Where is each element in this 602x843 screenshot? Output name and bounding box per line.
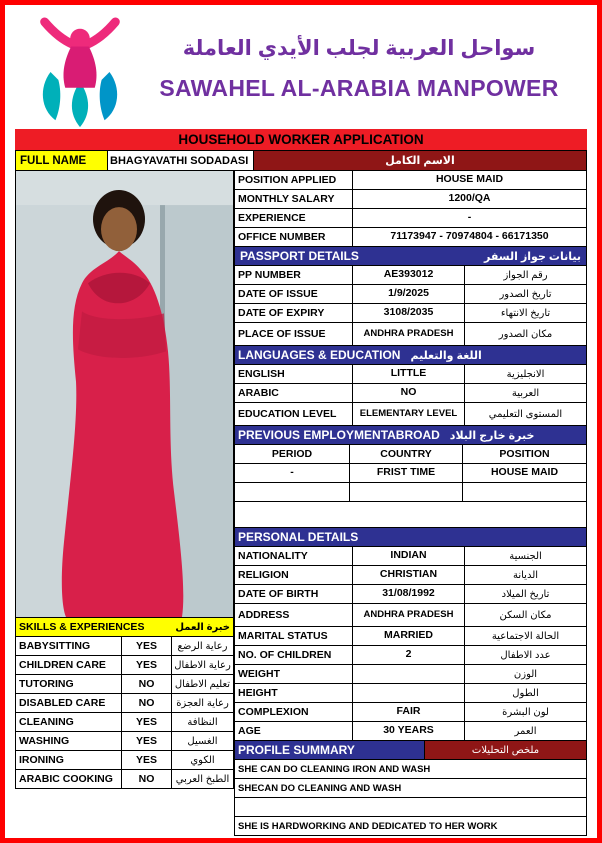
field-value: -: [353, 209, 587, 228]
table-row: [235, 190, 587, 209]
field-label-arabic: مكان الصدور: [465, 323, 587, 346]
main-content: [15, 171, 587, 836]
field-value: FAIR: [353, 703, 465, 722]
skill-value: YES: [122, 751, 172, 770]
skill-value: YES: [122, 713, 172, 732]
company-logo-icon: [21, 15, 139, 123]
table-row: [235, 365, 587, 384]
skill-label: IRONING: [16, 751, 122, 770]
skill-value: YES: [122, 656, 172, 675]
table-row: [235, 483, 587, 502]
field-value: MARRIED: [353, 627, 465, 646]
field-value: AE393012: [353, 266, 465, 285]
empty-spacer-row: [235, 502, 587, 528]
field-label-arabic: الوزن: [465, 665, 587, 684]
field-value: ANDHRA PRADESH: [353, 604, 465, 627]
skill-value: NO: [122, 694, 172, 713]
summary-text: [235, 798, 587, 817]
field-label: EXPERIENCE: [235, 209, 353, 228]
section-title: PREVIOUS EMPLOYMENTABROAD: [238, 428, 440, 442]
table-row: [235, 646, 587, 665]
employment-position: [463, 483, 587, 502]
column-header: POSITION: [463, 445, 587, 464]
field-label: MARITAL STATUS: [235, 627, 353, 646]
table-row: [235, 209, 587, 228]
field-value: ELEMENTARY LEVEL: [353, 403, 465, 426]
field-label-arabic: مكان السكن: [465, 604, 587, 627]
field-label: PLACE OF ISSUE: [235, 323, 353, 346]
skill-label: CLEANING: [16, 713, 122, 732]
field-value: [353, 684, 465, 703]
field-value: CHRISTIAN: [353, 566, 465, 585]
personal-section-header: [235, 528, 587, 547]
skill-value: NO: [122, 770, 172, 789]
field-label: WEIGHT: [235, 665, 353, 684]
left-column: [15, 171, 234, 789]
section-title-arabic: ملخص التحليلات: [425, 741, 587, 760]
employment-section-header: [235, 426, 587, 445]
skill-label-arabic: رعاية العجزة: [172, 694, 234, 713]
field-label: NATIONALITY: [235, 547, 353, 566]
form-title-banner: HOUSEHOLD WORKER APPLICATION: [15, 129, 587, 150]
field-value: 1/9/2025: [353, 285, 465, 304]
section-title: PROFILE SUMMARY: [238, 743, 355, 757]
employment-country: [350, 483, 463, 502]
summary-line: [235, 798, 587, 817]
table-row: [16, 675, 234, 694]
table-row: [235, 285, 587, 304]
field-value: [353, 665, 465, 684]
skill-value: NO: [122, 675, 172, 694]
field-label: NO. OF CHILDREN: [235, 646, 353, 665]
skill-label-arabic: رعاية الرضع: [172, 637, 234, 656]
field-label-arabic: الطول: [465, 684, 587, 703]
table-row: [235, 585, 587, 604]
field-label-arabic: تاريخ الصدور: [465, 285, 587, 304]
field-label-arabic: الجنسية: [465, 547, 587, 566]
table-row: [235, 547, 587, 566]
table-row: [235, 604, 587, 627]
field-label-arabic: الحالة الاجتماعية: [465, 627, 587, 646]
field-label-arabic: المستوى التعليمي: [465, 403, 587, 426]
company-title-arabic: سواحل العربية لجلب الأيدي العاملة: [182, 37, 536, 60]
section-title-arabic: بيانات جواز السفر: [484, 250, 581, 263]
skill-label: DISABLED CARE: [16, 694, 122, 713]
field-label: HEIGHT: [235, 684, 353, 703]
field-value: ANDHRA PRADESH: [353, 323, 465, 346]
field-label: ADDRESS: [235, 604, 353, 627]
column-header: COUNTRY: [350, 445, 463, 464]
field-value: NO: [353, 384, 465, 403]
field-value: 2: [353, 646, 465, 665]
skill-label: TUTORING: [16, 675, 122, 694]
table-row: [235, 665, 587, 684]
profile-section-header: [235, 741, 587, 760]
table-row: [235, 171, 587, 190]
field-label: ARABIC: [235, 384, 353, 403]
summary-text: SHE IS HARDWORKING AND DEDICATED TO HER WORK: [235, 817, 587, 836]
section-title-arabic: خبرة خارج البلاد: [449, 429, 535, 442]
field-label: DATE OF BIRTH: [235, 585, 353, 604]
table-row: [235, 266, 587, 285]
skill-label-arabic: رعاية الاطفال: [172, 656, 234, 675]
table-header-row: [235, 445, 587, 464]
field-label: ENGLISH: [235, 365, 353, 384]
column-header: PERIOD: [235, 445, 350, 464]
employment-position: HOUSE MAID: [463, 464, 587, 483]
employment-period: [235, 483, 350, 502]
company-name: SAWAHEL AL-ARABIA MANPOWER: [159, 75, 559, 101]
field-value: INDIAN: [353, 547, 465, 566]
field-label-arabic: الانجليزية: [465, 365, 587, 384]
skills-title: SKILLS & EXPERIENCES: [19, 621, 145, 633]
table-row: [16, 751, 234, 770]
skills-title-arabic: خبرة العمل: [175, 621, 230, 633]
table-row: [235, 566, 587, 585]
field-value: 31/08/1992: [353, 585, 465, 604]
table-row: [235, 684, 587, 703]
right-column: [234, 171, 587, 836]
skill-label-arabic: الطبخ العربي: [172, 770, 234, 789]
section-title: PERSONAL DETAILS: [238, 530, 359, 544]
field-label: RELIGION: [235, 566, 353, 585]
header: [5, 5, 597, 127]
full-name-value: BHAGYAVATHI SODADASI: [108, 151, 254, 170]
table-row: [16, 713, 234, 732]
empty-cell: [235, 502, 587, 528]
table-row: [235, 627, 587, 646]
section-title-arabic: اللغة والتعليم: [410, 349, 482, 362]
field-label-arabic: تاريخ الميلاد: [465, 585, 587, 604]
full-name-label-arabic: الاسم الكامل: [254, 151, 586, 170]
employment-period: -: [235, 464, 350, 483]
skill-label-arabic: تعليم الاطفال: [172, 675, 234, 694]
field-label: DATE OF ISSUE: [235, 285, 353, 304]
field-label: PP NUMBER: [235, 266, 353, 285]
table-row: [16, 770, 234, 789]
applicant-photo: [15, 171, 234, 618]
field-label-arabic: تاريخ الانتهاء: [465, 304, 587, 323]
field-label-arabic: العربية: [465, 384, 587, 403]
field-label: DATE OF EXPIRY: [235, 304, 353, 323]
table-row: [235, 228, 587, 247]
field-label: EDUCATION LEVEL: [235, 403, 353, 426]
field-label-arabic: العمر: [465, 722, 587, 741]
skill-label: ARABIC COOKING: [16, 770, 122, 789]
field-label-arabic: لون البشرة: [465, 703, 587, 722]
field-value: 71173947 - 70974804 - 66171350: [353, 228, 587, 247]
header-titles: [139, 36, 583, 102]
field-value: 3108/2035: [353, 304, 465, 323]
summary-text: SHE CAN DO CLEANING IRON AND WASH: [235, 760, 587, 779]
field-label-arabic: عدد الاطفال: [465, 646, 587, 665]
table-row: [235, 403, 587, 426]
table-row: [235, 722, 587, 741]
passport-section-header: [235, 247, 587, 266]
skill-value: YES: [122, 637, 172, 656]
table-row: [235, 703, 587, 722]
field-label: COMPLEXION: [235, 703, 353, 722]
table-row: [235, 304, 587, 323]
skill-label: CHILDREN CARE: [16, 656, 122, 675]
field-label-arabic: الديانة: [465, 566, 587, 585]
employment-country: FRIST TIME: [350, 464, 463, 483]
field-label: OFFICE NUMBER: [235, 228, 353, 247]
field-value: HOUSE MAID: [353, 171, 587, 190]
skill-value: YES: [122, 732, 172, 751]
skills-section-header: [15, 618, 234, 637]
field-label-arabic: رقم الجواز: [465, 266, 587, 285]
summary-line: [235, 817, 587, 836]
section-title: LANGUAGES & EDUCATION: [238, 348, 401, 362]
summary-text: SHECAN DO CLEANING AND WASH: [235, 779, 587, 798]
summary-line: [235, 760, 587, 779]
skill-label: BABYSITTING: [16, 637, 122, 656]
table-row: [16, 637, 234, 656]
table-row: [235, 384, 587, 403]
field-value: LITTLE: [353, 365, 465, 384]
skill-label: WASHING: [16, 732, 122, 751]
field-label: POSITION APPLIED: [235, 171, 353, 190]
field-value: 30 YEARS: [353, 722, 465, 741]
field-label: AGE: [235, 722, 353, 741]
table-row: [235, 323, 587, 346]
skill-label-arabic: النظافة: [172, 713, 234, 732]
languages-section-header: [235, 346, 587, 365]
section-title: PASSPORT DETAILS: [240, 249, 359, 263]
field-value: 1200/QA: [353, 190, 587, 209]
table-row: [16, 656, 234, 675]
full-name-row: [15, 150, 587, 171]
full-name-label: FULL NAME: [16, 151, 108, 170]
summary-line: [235, 779, 587, 798]
skills-table: [15, 637, 234, 789]
table-row: [16, 694, 234, 713]
field-label: MONTHLY SALARY: [235, 190, 353, 209]
skill-label-arabic: الكوي: [172, 751, 234, 770]
table-row: [16, 732, 234, 751]
table-row: [235, 464, 587, 483]
skill-label-arabic: الغسيل: [172, 732, 234, 751]
